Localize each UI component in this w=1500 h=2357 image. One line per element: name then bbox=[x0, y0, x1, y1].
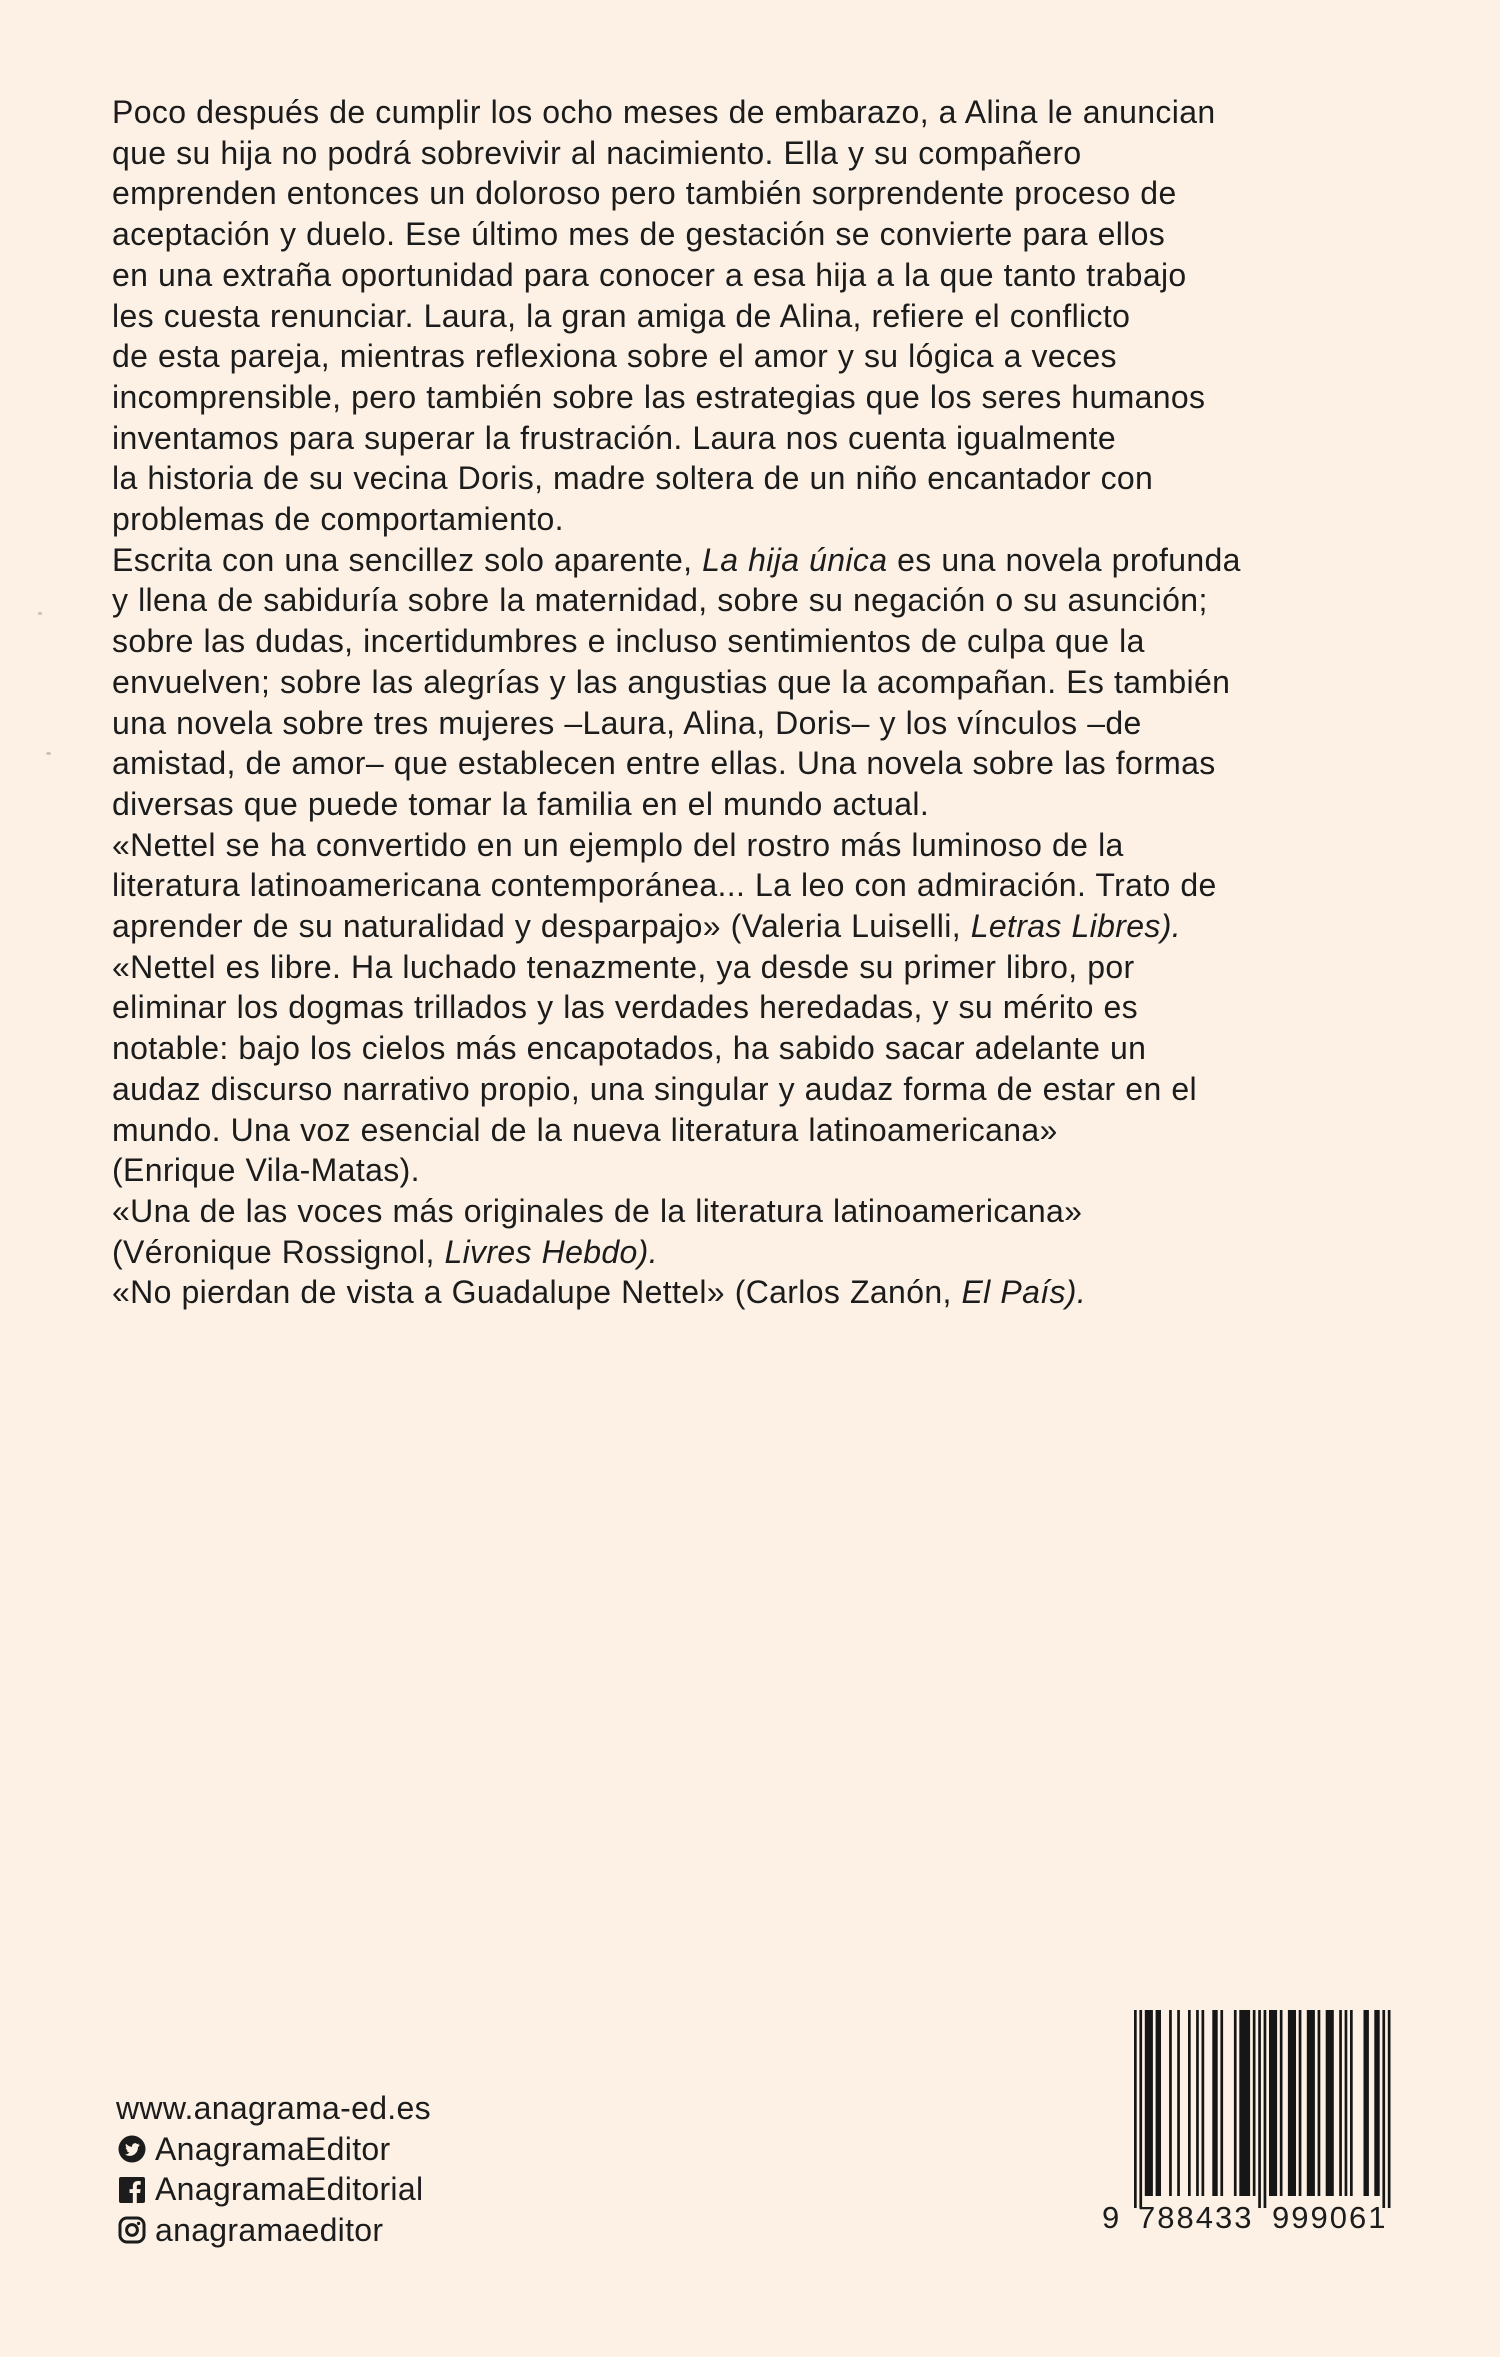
text-line: la historia de su vecina Doris, madre soltera de un niño encantador con bbox=[112, 460, 1154, 497]
barcode-bar bbox=[1280, 2010, 1283, 2196]
isbn-number bbox=[1100, 2200, 1416, 2240]
text-line: «Nettel es libre. Ha luchado tenazmente, ya desde su primer libro, por bbox=[112, 948, 1135, 985]
text-line: sobre las dudas, incertidumbres e incluso sentimientos de culpa que la bbox=[112, 623, 1145, 660]
text-line: de esta pareja, mientras reflexiona sobre el amor y su lógica a veces bbox=[112, 338, 1117, 375]
barcode-bar bbox=[1388, 2010, 1391, 2208]
barcode-bar bbox=[1299, 2010, 1302, 2196]
barcode-bar bbox=[1177, 2010, 1180, 2196]
barcode-bar bbox=[1139, 2010, 1142, 2208]
text-line: diversas que puede tomar la familia en el mundo actual. bbox=[112, 785, 930, 822]
isbn-right-group: 999061 bbox=[1272, 2200, 1388, 2235]
barcode-bar bbox=[1345, 2010, 1348, 2196]
back-cover-blurb bbox=[112, 92, 1412, 1313]
text-line: que su hija no podrá sobrevivir al nacimiento. Ella y su compañero bbox=[112, 134, 1082, 171]
website-link[interactable] bbox=[116, 2088, 431, 2129]
instagram-handle[interactable] bbox=[116, 2210, 431, 2251]
isbn-barcode bbox=[1100, 2010, 1416, 2242]
barcode-bar bbox=[1382, 2010, 1385, 2208]
text-line: mundo. Una voz esencial de la nueva literatura latinoamericana» bbox=[112, 1111, 1058, 1148]
website-text: www.anagrama-ed.es bbox=[116, 2090, 431, 2126]
barcode-bar bbox=[1188, 2010, 1191, 2196]
barcode-bar bbox=[1212, 2010, 1217, 2196]
quote-source: El País). bbox=[961, 1274, 1087, 1311]
text-line: les cuesta renunciar. Laura, la gran amiga de Alina, refiere el conflicto bbox=[112, 297, 1131, 334]
text-line bbox=[112, 906, 1412, 947]
isbn-lead-digit: 9 bbox=[1102, 2200, 1122, 2235]
book-title: La hija única bbox=[702, 541, 888, 578]
text-segment: (Véronique Rossignol, bbox=[112, 1233, 445, 1270]
barcode-bar bbox=[1264, 2010, 1267, 2208]
text-segment: Escrita con una sencillez solo aparente, bbox=[112, 541, 703, 578]
text-line: emprenden entonces un doloroso pero también sorprendente proceso de bbox=[112, 175, 1177, 212]
barcode-bar bbox=[1253, 2010, 1256, 2196]
text-line: aceptación y duelo. Ese último mes de gestación se convierte para ellos bbox=[112, 216, 1166, 253]
review-paragraph bbox=[112, 540, 1412, 825]
text-segment: «No pierdan de vista a Guadalupe Nettel» (Carlos Zanón, bbox=[112, 1274, 962, 1311]
text-line: envuelven; sobre las alegrías y las angustias que la acompañan. Es también bbox=[112, 663, 1231, 700]
barcode-bar bbox=[1374, 2010, 1379, 2196]
text-line: literatura latinoamericana contemporánea... La leo con admiración. Trato de bbox=[112, 867, 1217, 904]
text-line: amistad, de amor– que establecen entre ellas. Una novela sobre las formas bbox=[112, 745, 1216, 782]
quote-rossignol bbox=[112, 1191, 1412, 1272]
text-line: en una extraña oportunidad para conocer a esa hija a la que tanto trabajo bbox=[112, 256, 1187, 293]
text-line: (Enrique Vila-Matas). bbox=[112, 1152, 420, 1189]
text-line: «Una de las voces más originales de la literatura latinoamericana» bbox=[112, 1192, 1083, 1229]
text-line: una novela sobre tres mujeres –Laura, Alina, Doris– y los vínculos –de bbox=[112, 704, 1142, 741]
facebook-text: AnagramaEditorial bbox=[155, 2171, 424, 2208]
barcode-bar bbox=[1339, 2010, 1342, 2196]
facebook-handle[interactable] bbox=[116, 2169, 431, 2210]
barcode-bar bbox=[1318, 2010, 1321, 2196]
barcode-bar bbox=[1269, 2010, 1277, 2196]
twitter-icon bbox=[116, 2133, 148, 2165]
print-speck bbox=[46, 752, 51, 755]
text-line: Poco después de cumplir los ocho meses de embarazo, a Alina le anuncian bbox=[112, 94, 1216, 130]
barcode-bar bbox=[1307, 2010, 1315, 2196]
print-speck bbox=[38, 612, 42, 615]
synopsis-paragraph bbox=[112, 92, 1412, 540]
publisher-contact bbox=[116, 2088, 431, 2251]
text-segment: aprender de su naturalidad y desparpajo» (Valeria Luiselli, bbox=[112, 908, 971, 945]
barcode-bar bbox=[1364, 2010, 1369, 2196]
text-line: eliminar los dogmas trillados y las verdades heredadas, y su mérito es bbox=[112, 989, 1139, 1026]
barcode-bar bbox=[1326, 2010, 1334, 2196]
text-line bbox=[112, 1232, 1412, 1273]
text-line: problemas de comportamiento. bbox=[112, 501, 564, 538]
twitter-text: AnagramaEditor bbox=[155, 2130, 391, 2167]
quote-zanon bbox=[112, 1272, 1412, 1313]
isbn-left-group: 788433 bbox=[1138, 2200, 1254, 2235]
text-line: notable: bajo los cielos más encapotados, ha sabido sacar adelante un bbox=[112, 1030, 1147, 1067]
text-segment: es una novela profunda bbox=[887, 541, 1241, 578]
barcode-bar bbox=[1239, 2010, 1250, 2196]
barcode-bar bbox=[1288, 2010, 1296, 2196]
barcode-bar bbox=[1145, 2010, 1153, 2196]
barcode-bar bbox=[1169, 2010, 1172, 2196]
barcode-bar bbox=[1202, 2010, 1205, 2196]
text-line: «Nettel se ha convertido en un ejemplo del rostro más luminoso de la bbox=[112, 826, 1124, 863]
facebook-icon bbox=[116, 2174, 148, 2206]
barcode-bars bbox=[1100, 2010, 1416, 2210]
instagram-icon bbox=[116, 2214, 148, 2246]
text-line bbox=[112, 540, 1412, 581]
barcode-bar bbox=[1350, 2010, 1353, 2196]
text-line: y llena de sabiduría sobre la maternidad, sobre su negación o su asunción; bbox=[112, 582, 1208, 619]
barcode-bar bbox=[1258, 2010, 1261, 2208]
text-line: inventamos para superar la frustración. Laura nos cuenta igualmente bbox=[112, 419, 1117, 456]
instagram-text: anagramaeditor bbox=[155, 2212, 384, 2249]
barcode-bar bbox=[1134, 2010, 1137, 2208]
barcode-bar bbox=[1220, 2010, 1223, 2196]
quote-source: Letras Libres). bbox=[970, 908, 1181, 945]
barcode-bar bbox=[1234, 2010, 1237, 2196]
quote-source: Livres Hebdo). bbox=[444, 1233, 658, 1270]
barcode-bar bbox=[1156, 2010, 1161, 2196]
text-line: audaz discurso narrativo propio, una singular y audaz forma de estar en el bbox=[112, 1070, 1197, 1107]
quote-vila-matas bbox=[112, 947, 1412, 1191]
text-line bbox=[112, 1272, 1412, 1313]
twitter-handle[interactable] bbox=[116, 2129, 431, 2170]
text-line: incomprensible, pero también sobre las estrategias que los seres humanos bbox=[112, 378, 1206, 415]
barcode-bar bbox=[1196, 2010, 1199, 2196]
quote-luiselli bbox=[112, 825, 1412, 947]
